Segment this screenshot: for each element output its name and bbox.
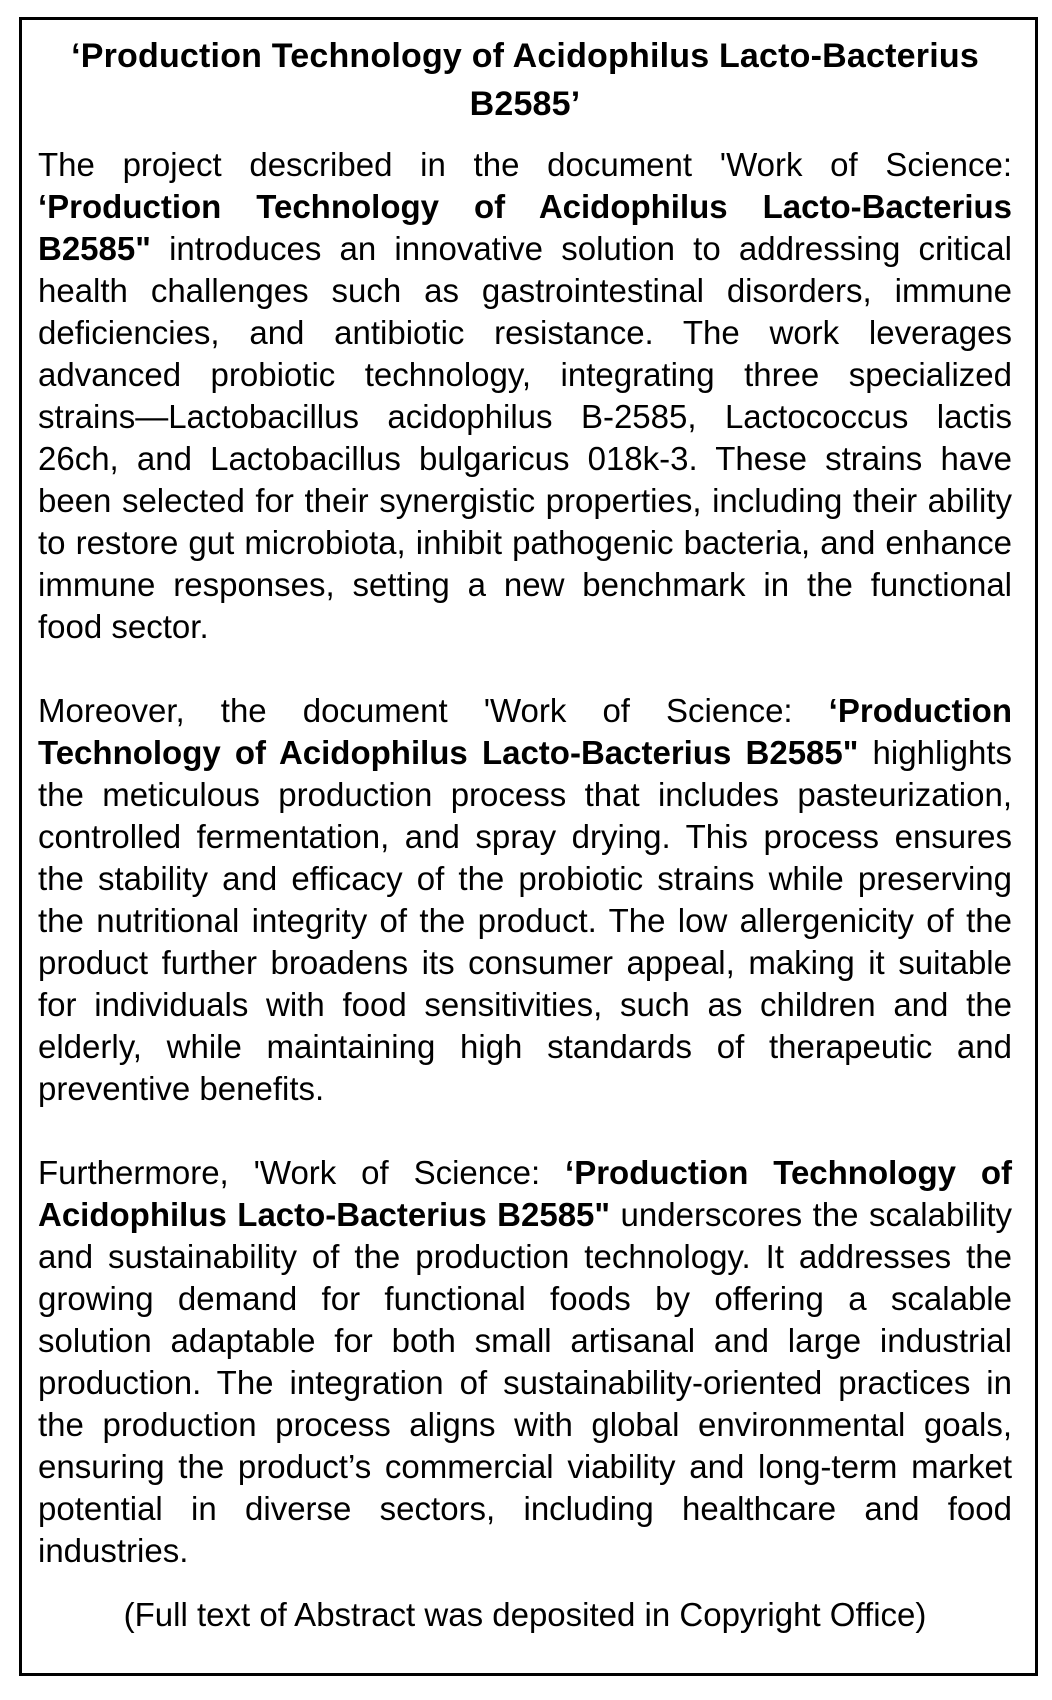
abstract-paragraph (38, 144, 1012, 648)
paragraph-text: Moreover, the document 'Work of Science: (38, 692, 829, 729)
copyright-deposit-note: (Full text of Abstract was deposited in Copyright Office) (123, 1596, 927, 1633)
paragraphs-container (38, 144, 1012, 1572)
work-title-bold-text: ‘Production Technology of Acidophilus Lacto-Bacterius B2585" (38, 1154, 1012, 1233)
paragraph-text: Furthermore, 'Work of Science: (38, 1154, 566, 1191)
work-title-bold-text: ‘Production Technology of Acidophilus Lacto-Bacterius B2585" (38, 188, 1012, 267)
paragraph-text: underscores the scalability and sustainability of the production technology. It addresses the growing demand for functional foods by offering a scalable solution adaptable for both small artisanal and large industrial production. The integration of sustainability-oriented practices in the production process aligns with global environmental goals, ensuring the product’s commercial viability and long-term market potential in diverse sectors, including healthcare and food industries. (38, 1196, 1012, 1569)
abstract-paragraph (38, 1152, 1012, 1572)
abstract-paragraph (38, 690, 1012, 1110)
page-border-frame (19, 17, 1038, 1676)
work-title-bold-text: ‘Production Technology of Acidophilus Lacto-Bacterius B2585" (38, 692, 1012, 771)
paragraph-text: highlights the meticulous production process that includes pasteurization, controlled fermentation, and spray drying. This process ensures the stability and efficacy of the probiotic strains while preserving the nutritional integrity of the product. The low allergenicity of the product further broadens its consumer appeal, making it suitable for individuals with food sensitivities, such as children and the elderly, while maintaining high standards of therapeutic and preventive benefits. (38, 734, 1012, 1107)
page-title: ‘Production Technology of Acidophilus Lacto-Bacterius B2585’ (71, 37, 979, 123)
paragraph-text: The project described in the document 'Work of Science: (38, 146, 1012, 183)
paragraph-text: introduces an innovative solution to addressing critical health challenges such as gastrointestinal disorders, immune deficiencies, and antibiotic resistance. The work leverages advanced probiotic technology, integrating three specialized strains—Lactobacillus acidophilus B-2585, Lactococcus lactis 26ch, and Lactobacillus bulgaricus 018k-3. These strains have been selected for their synergistic properties, including their ability to restore gut microbiota, inhibit pathogenic bacteria, and enhance immune responses, setting a new benchmark in the functional food sector. (38, 230, 1012, 645)
